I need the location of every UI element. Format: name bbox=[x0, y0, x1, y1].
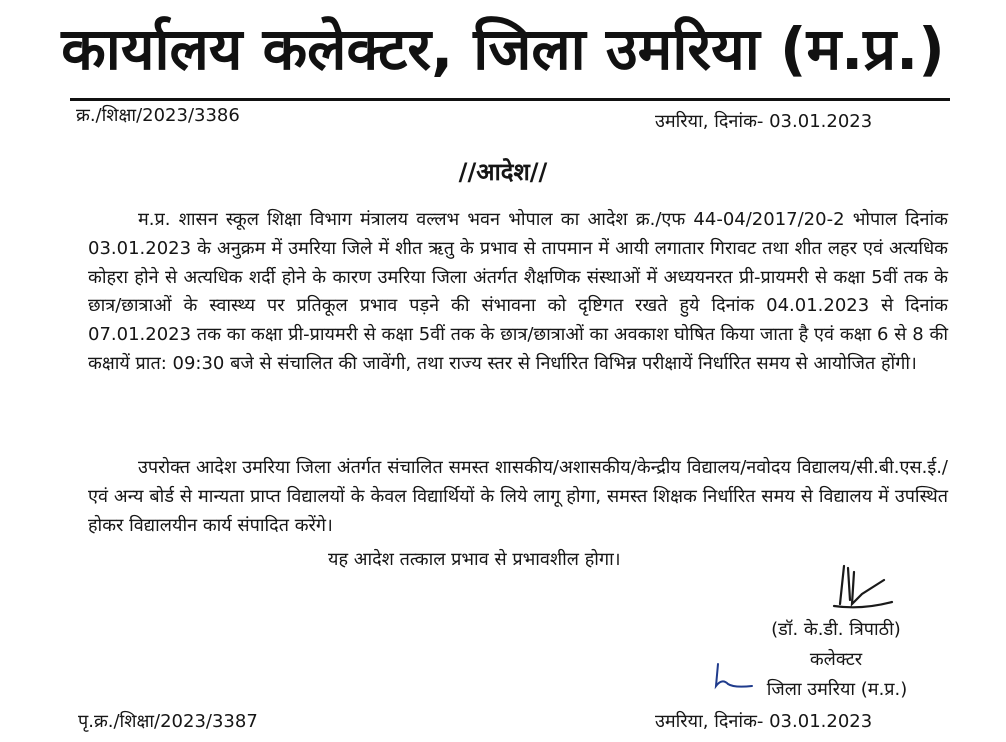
endorsement-place-date: उमरिया, दिनांक- 03.01.2023 bbox=[655, 711, 873, 732]
signature-mark bbox=[822, 560, 902, 614]
signatory-district: जिला उमरिया (म.प्र.) bbox=[766, 679, 908, 700]
closing-statement: यह आदेश तत्काल प्रभाव से प्रभावशील होगा। bbox=[328, 549, 621, 570]
signatory-designation: कलेक्टर bbox=[809, 649, 863, 670]
endorsement-number: पृ.क्र./शिक्षा/2023/3387 bbox=[78, 711, 258, 732]
office-header-title: कार्यालय कलेक्टर, जिला उमरिया (म.प्र.) bbox=[61, 15, 945, 83]
header-divider bbox=[70, 98, 950, 101]
order-paragraph-1: म.प्र. शासन स्कूल शिक्षा विभाग मंत्रालय वल्लभ भवन भोपाल का आदेश क्र./एफ 44-04/2017/20-2 भोपाल दिनांक 03.01.2023 के अनुक्रम में उमरिया जिले में शीत ऋतु के प्रभाव से तापमान में आयी लगातार गिरावट तथा शीत लहर एवं अत्यधिक कोहरा होने से अत्यधिक शर्दी होने के कारण उमरिया जिला अंतर्गत शैक्षणिक संस्थाओं में अध्ययनरत प्री-प्रायमरी से कक्षा 5वीं तक के छात्र/छात्राओं के स्वास्थ्य पर प्रतिकूल प्रभाव पड़ने की संभावना को दृष्टिगत रखते हुये दिनांक 04.01.2023 से दिनांक 07.01.2023 तक का कक्षा प्री-प्रायमरी से कक्षा 5वीं तक के छात्र/छात्राओं का अवकाश घोषित किया जाता है एवं कक्षा 6 से 8 की कक्षायें प्रात: 09:30 बजे से संचालित की जावेंगी, तथा राज्य स्तर से निर्धारित विभिन्न परीक्षायें निर्धारित समय से आयोजित होंगी। bbox=[88, 209, 948, 374]
signatory-name: (डॉ. के.डी. त्रिपाठी) bbox=[771, 619, 901, 640]
place-date: उमरिया, दिनांक- 03.01.2023 bbox=[655, 111, 873, 132]
order-heading: //आदेश// bbox=[458, 158, 548, 186]
order-paragraph-2: उपरोक्त आदेश उमरिया जिला अंतर्गत संचालित समस्त शासकीय/अशासकीय/केन्द्रीय विद्यालय/नवोदय विद्यालय/सी.बी.एस.ई./एवं अन्य बोर्ड से मान्यता प्राप्त विद्यालयों के केवल विद्यार्थियों के लिये लागू होगा, समस्त शिक्षक निर्धारित समय से विद्यालय में उपस्थित होकर विद्यालयीन कार्य संपादित करेंगे। bbox=[88, 457, 948, 536]
reference-number: क्र./शिक्षा/2023/3386 bbox=[76, 105, 240, 126]
